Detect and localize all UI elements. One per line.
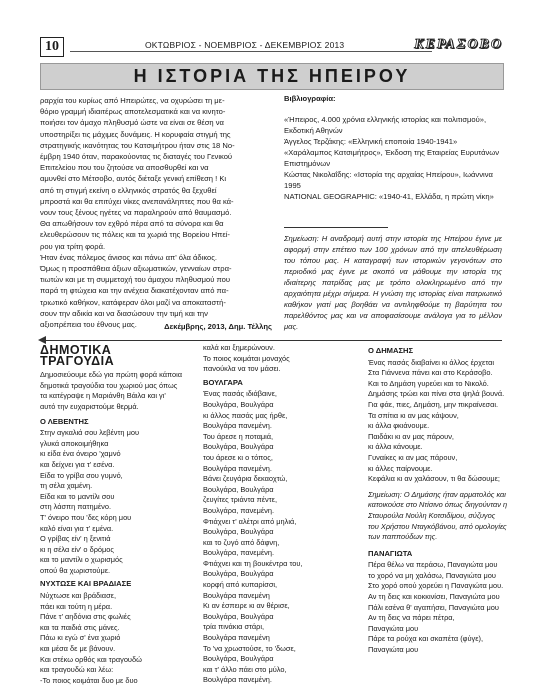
lyric-line: γλυκά αποκοιμήθηκα	[40, 438, 109, 448]
lyric-line: Στην αγκαλιά σου λεβέντη μου	[40, 428, 139, 438]
song-title: ΒΟΥΛΓΑΡΑ	[203, 377, 243, 387]
divider	[284, 227, 388, 228]
lyric-line: Πάλι εσένα θ' αγαπήσει, Παναγιώτα μου	[368, 602, 499, 612]
song-lyrics	[203, 389, 348, 686]
bibliography-entry: Εκδοτική Αθηνών	[284, 126, 343, 135]
article-line: ρου για τρίτη φορά.	[40, 241, 106, 251]
lyric-line: ζευγίτες τριάντα πέντε,	[203, 495, 277, 505]
article-signature: Δεκέμβρης, 2013, Δημ. Τέλλης	[164, 322, 272, 331]
lyric-line: Τα σπίτια κι αν μας κάψουν,	[368, 410, 459, 420]
bibliography-title: Βιβλιογραφία:	[284, 94, 336, 103]
bibliography-entry: Επιστημόνων	[284, 159, 331, 168]
lyric-line: Βουλγάρα, Βουλγάρα	[203, 611, 274, 621]
lyric-line: Νύχτωσε και βράδιασε,	[40, 591, 116, 601]
lyric-line: Και το Δημάση γυρεύει και το Νικολό.	[368, 378, 489, 388]
lyric-line: Βουλγάρα, πανεμένη.	[203, 548, 274, 558]
song-lyrics	[368, 358, 508, 485]
lyric-line: Τ' όνειρο που 'δες κόρη μου	[40, 512, 132, 522]
article-line: έμβρη 1940 όταν, παρακούοντας τις διαταγές του Γενικού	[40, 152, 233, 162]
lyric-line: και το ζυγό από δάφνη,	[203, 537, 280, 547]
issue-date: ΟΚΤΩΒΡΙΟΣ - ΝΟΕΜΒΡΙΟΣ - ΔΕΚΕΜΒΡΙΟΣ 2013	[145, 40, 345, 50]
songs-column-1	[40, 343, 182, 686]
lyric-line: Ο γρίβας είν' η ξενιτιά	[40, 534, 111, 544]
bibliography-entry: «Ήπειρος, 4.000 χρόνια ελληνικής ιστορίας και πολιτισμού»,	[284, 115, 487, 124]
lyric-line: Αν τη δεις να πάρει πέτρα,	[368, 613, 455, 623]
lyric-line: Και στέκω ορθός και τραγουδώ	[40, 654, 142, 664]
lyric-line: Κεφάλια κι αν χαλάσουν, τι θα δώσουμε;	[368, 474, 500, 484]
lyric-line: Στα Γιάννενα πάνει και στο Κεράσοβο.	[368, 368, 493, 378]
lyric-line: κι άλλες παίρνουμε.	[368, 463, 433, 473]
lyric-line: -Το ποιος κοιμάται δυο με δυο	[40, 675, 138, 685]
lyric-line: Γυναίκες κι αν μας πάρουν,	[368, 452, 458, 462]
lyric-line: Του άρεσε η ποταμιά,	[203, 431, 274, 441]
lyric-line: Παναγιώτα μου	[368, 645, 419, 655]
lyric-line: Βουλγάρα πανεμένη.	[203, 463, 272, 473]
lyric-line: κορφή από κυπαρίσσι,	[203, 580, 278, 590]
song-lyrics	[40, 591, 182, 686]
lyric-line: Δημάσης τρώει και πίνει στα ψηλά βουνά.	[368, 389, 505, 399]
editor-note: Σημείωση: Η αναδρομή αυτή στην ιστορία της Ηπείρου έγινε με αφορμή στην επέτειο των 100 χρόνων από την απελευθέρωση του τόπου μας. Η καταγραφή των ιστορικών γεγονότων στο περιοδικό μας έγινε με σκοπό να μάθουμε την ιστορία της ιδιαίτερης πατρίδας μας με τρόπο ολοκληρωμένο από την αρχαιότητα μέχρι σήμερα. Η γνώση της ιστορίας είναι πατριωτικό καθήκον γιατί μας βοηθάει να αντιληφθούμε τη βαρύτητα του παρελθόντος μας και να αποφασίσουμε ανάλογα για το μέλλον μας.	[284, 234, 502, 331]
song-title: ΝΥΧΤΩΣΕ ΚΑΙ ΒΡΑΔΙΑΣΕ	[40, 579, 132, 589]
article-line: ποιήσει τον άμαχο πληθυσμό ώστε να είναι σε θέση να	[40, 118, 224, 128]
lyric-line: και το μαντίλι ο χωρισμός	[40, 555, 123, 565]
song-title: Ο ΛΕΒΕΝΤΗΣ	[40, 416, 89, 426]
lyric-line: Βουλγάρα πανεμένη	[203, 633, 270, 643]
song-note: Σημείωση: Ο Δημάσης ήταν αρματολός και κατοικούσε στο Ντίσινο όπως διηγούνταν η Σταυρούλα Νούλη Κοτσιδίμου, σύζυγος του Χρήστου Νταγκόβάνου, από ομολογίες των παππούδων της.	[368, 489, 508, 542]
lyric-line: κι η σέλα είν' ο δρόμος	[40, 544, 114, 554]
lyric-line: Βουλγάρα, Βουλγάρα	[203, 654, 274, 664]
page-number: 10	[40, 37, 64, 57]
article-line: ελευθερώσουν τις πόλεις και τα χωριά της Βορείου Ηπεί-	[40, 230, 230, 240]
lyric-line: Ένας πασάς ιδιάβαινε,	[203, 389, 277, 399]
article-body	[40, 95, 272, 330]
lyric-line: Βουλγάρα, Βουλγάρα	[203, 442, 274, 452]
lyric-line: Το ποιος κοιμάται μοναχός	[203, 353, 290, 363]
lyric-line: Βουλγάρα, Βουλγάρα	[203, 527, 274, 537]
bibliography-list	[284, 114, 502, 202]
bibliography-entry: NATIONAL GEOGRAPHIC: «1940-41, Ελλάδα, η πρώτη νίκη»	[284, 192, 494, 201]
song-continuation	[203, 343, 348, 375]
lyric-line: Πέρα θέλω να περάσω, Παναγιώτα μου	[368, 560, 498, 570]
lyric-line: πανούκλα να τον μάσει.	[203, 364, 281, 374]
lyric-line: Βουλγάρα, πανεμένη.	[203, 505, 274, 515]
article-line: στρατηγικής ικανότητας του Κατσιμήτρου ήταν στις 18 Νο-	[40, 140, 235, 150]
lyric-line: Βάνει ζευγάρια δεκαοχτώ,	[203, 474, 288, 484]
bibliography-entry: 1995	[284, 181, 301, 190]
lyric-line: και τραγουδώ και λέω:	[40, 665, 114, 675]
article-line: νουν τους ξένους ηγέτες να παραληρούν από θαυμασμό.	[40, 208, 232, 218]
lyric-line: του άρεσε κι ο τόπος,	[203, 452, 273, 462]
article-line: υποστηρίξει τις μάχιμες δυνάμεις. Η κορυφαία στιγμή της	[40, 129, 231, 139]
lyric-line: Βουλγάρα, Βουλγάρα	[203, 484, 274, 494]
article-line: θόριο γραμμή ιδιαιτέρως αποτελεσματικά και να κινητο-	[40, 107, 226, 117]
lyric-line: Αν τη δεις και κοκκινίσει, Παναγιώτα μου	[368, 592, 500, 602]
lyric-line: Για φάε, πιες, Δημάση, μην πικραίνεσαι.	[368, 399, 499, 409]
article-line: αμυνθεί στο Μέτσοβο, αυτός διέταξε γενική επίθεση ! Κι	[40, 174, 227, 184]
article-line: ραρχία του κυρίως από Ηπειρώτες, να οχυρώσει τη με-	[40, 96, 225, 105]
lyric-line: Το 'να χρωστούσε, το 'δωσε,	[203, 643, 296, 653]
article-line: Όμως η προσπάθεια άξιων αξιωματικών, γενναίων στρα-	[40, 264, 232, 274]
lyric-line: καλά και ξημερώνουν.	[203, 343, 275, 352]
lyric-line: κι άλλος πασάς μας ήρθε,	[203, 410, 288, 420]
article-line: παρά τη φτώχεια και την ανέχεια διακατέχονταν από πα-	[40, 286, 229, 296]
lyric-line: κι άλλα φκιάνουμε.	[368, 421, 430, 431]
song-title: ΠΑΝΑΓΙΩΤΑ	[368, 548, 413, 558]
lyric-line: στη λάσπη πατημένο.	[40, 502, 112, 512]
header-rule	[70, 51, 432, 52]
lyric-line: Βουλγάρα πανεμένη.	[203, 675, 272, 685]
bibliography-entry: Κώστας Νικολαΐδης: «Ιστορία της αρχαίας Ηπείρου», Ιωάννινα	[284, 170, 493, 179]
lyric-line: το χορό να μη χαλάσω, Παναγιώτα μου	[368, 570, 496, 580]
lyric-line: οπού θα χωριστούμε.	[40, 565, 111, 575]
lyric-line: Παναγιώτα μου	[368, 623, 419, 633]
article-line: μπροστά και θα επιτύχει νίκες ανεπανάληπτες που θα κά-	[40, 196, 234, 206]
song-lyrics	[368, 560, 508, 655]
article-line: από τη στιγμή εκείνη ο ελληνικός στρατός θα ξεχυθεί	[40, 185, 217, 195]
bibliography-entry: «Χαράλαμπος Κατσιμήτρος», Έκδοση της Εταιρείας Ευρυτάνων	[284, 148, 500, 157]
lyric-line: Είδα το γρίβα σου γυμνό,	[40, 470, 123, 480]
songs-column-3	[368, 343, 508, 656]
songs-intro: Δημοσιεύουμε εδώ για πρώτη φορά κάποια δημοτικά τραγούδια του χωριού μας όπως τα κατέγραψε η Μαριάνθη Βάιλα και γι' αυτό την ευχαριστούμε θερμά.	[40, 370, 182, 411]
lyric-line: Πάω κι εγώ σ' ένα χωριό	[40, 633, 121, 643]
article-title: Η ΙΣΤΟΡΙΑ ΤΗΣ ΗΠΕΙΡΟΥ	[40, 63, 504, 90]
lyric-line: πάει και τούτη η μέρα.	[40, 601, 113, 611]
songs-column-2	[203, 343, 348, 686]
songs-section-title: ΔΗΜΟΤΙΚΑ ΤΡΑΓΟΥΔΙΑ	[40, 343, 115, 368]
article-line: τριωτικό καθήκον, κατάφεραν όλοι μαζί να αποκαταστή-	[40, 297, 226, 307]
article-line: Ήταν ένας πόλεμος άνισος και πάνω απ' όλα άδικος.	[40, 252, 218, 262]
song-title: Ο ΔΗΜΑΣΗΣ	[368, 346, 414, 355]
song-lyrics	[40, 428, 182, 576]
lyric-line: Πάρε τα ρούχα και σκαπέτα (φύγε),	[368, 634, 484, 644]
lyric-line: κι άλλα κάνουμε.	[368, 442, 423, 452]
lyric-line: Φτιάχνει τ' αλέτρι από μηλιά,	[203, 516, 297, 526]
lyric-line: καλό είναι για τ' εμένα.	[40, 523, 114, 533]
lyric-line: και μέσα δε με βάνουν.	[40, 644, 116, 654]
lyric-line: Φτιάχνει και τη βουκέντρα του,	[203, 558, 303, 568]
article-line: σουν την αδικία και να διασώσουν την τιμή και την	[40, 308, 208, 318]
section-divider	[40, 340, 502, 341]
lyric-line: Πάνε τ' αηδόνια στις φωλιές	[40, 612, 131, 622]
magazine-logo: ΚΕΡΑΣΟΒΟ	[414, 37, 503, 52]
songs-list	[40, 417, 182, 687]
lyric-line: και δείχνει για τ' εσένα.	[40, 459, 115, 469]
article-line: τιωτών και με τη συμμετοχή του άμαχου πληθυσμού που	[40, 275, 231, 285]
bibliography	[284, 93, 502, 202]
lyric-line: Είδα και το μαντίλι σου	[40, 491, 115, 501]
lyric-line: τρία πινάκια στάρι,	[203, 622, 265, 632]
lyric-line: Βουλγάρα πανεμένη	[203, 590, 270, 600]
lyric-line: κι είδα ένα όνειρο 'χαμνό	[40, 449, 121, 459]
lyric-line: τη σέλα χαμένη.	[40, 481, 93, 491]
bibliography-entry: Άγγελος Τερζάκης: «Ελληνική εποποιία 1940-1941»	[284, 137, 458, 146]
lyric-line: Βουλγάρα, Βουλγάρα	[203, 399, 274, 409]
lyric-line: Βουλγάρα πανεμένη.	[203, 421, 272, 431]
article-line: αξιοπρέπεια του έθνους μας.	[40, 320, 137, 330]
lyric-line: Βουλγάρα, Βουλγάρα	[203, 569, 274, 579]
article-line: Θα απωθήσουν τον εχθρό πέρα από τα σύνορα και θα	[40, 219, 224, 229]
lyric-line: Στο χορό οπού χορεύει η Παναγιώτα μου.	[368, 581, 504, 591]
article-line: Επιτελείου που του ζητούσε να αποσθυρθεί και να	[40, 163, 209, 173]
lyric-line: Κι αν έσπειρε κι αν θέρισε,	[203, 601, 290, 611]
lyric-line: Ένας πασάς διαβαίνει κι άλλος έρχεται	[368, 357, 495, 367]
lyric-line: και τα παιδιά στις μάνες.	[40, 622, 120, 632]
lyric-line: Παιδάκι κι αν μας πάρουν,	[368, 431, 454, 441]
lyric-line: και τ' άλλο πάει στο μύλο,	[203, 664, 287, 674]
